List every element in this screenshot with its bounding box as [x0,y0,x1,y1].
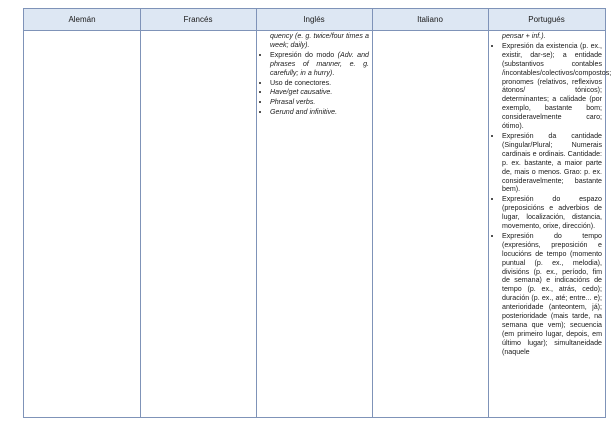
list-item: • Have/get causative. [270,88,369,97]
portugues-list [491,41,612,357]
header-ingles: Inglés [303,15,325,24]
table-header-row [24,9,605,31]
ingles-continuation: quency (e. g. twice/four times a week; daily). [270,32,369,49]
list-item: • Expresión da cantidade (Singular/Plural; Numerais cardinais e ordinais. Cantidade: p. ex. bastante, a maior parte de, mais o menos. Grao: p. ex. consideravelmente; bastante bem). [502,132,602,194]
header-frances: Francés [183,15,213,24]
column-divider [140,9,141,417]
list-item: • Expresión do tempo (expresións, preposición e locucións de tempo (momento puntual (p. ex., melodia), divisións (p. ex., período, fim de semana) e indicacións de tempo (p. ex., atrás, cedo); duración (p. ex., até; entre... e); anterioridade (anteontem, já); posterioridade (mais tarde, na semana que vem); secuencia (em primeiro lugar, depois, em último lugar); simultaneidade (naquele [502,232,602,357]
ingles-list [259,51,369,117]
header-aleman: Alemán [68,15,96,24]
list-item: • Uso de conectores. [270,79,369,88]
list-item: • Expresión do espazo (preposicións e adverbios de lugar, localización, distancia, movemento, orixe, dirección). [502,195,602,231]
column-divider [488,9,489,417]
list-item: • Expresión do modo (Adv. and phrases of manner, e. g. carefully; in a hurry). [270,51,369,78]
header-italiano: Italiano [417,15,443,24]
list-item: • Expresión da existencia (p. ex., existir, dar-se); a entidade (substantivos contables /incontables/colectivos/compostos; pronomes (relativos, reflexivos átonos/ tónicos); determinantes; a calidade (por exemplo, bastante bom; consideravelmente caro; ótimo). [502,42,602,131]
column-divider [372,9,373,417]
column-divider [256,9,257,417]
list-item: • Gerund and infinitive. [270,108,369,117]
ingles-column [259,32,369,118]
header-portugues: Portugués [528,15,565,24]
portugues-continuation: pensar + inf.). [502,32,546,40]
list-item: • Phrasal verbs. [270,98,369,107]
portugues-column [491,32,612,358]
content-table [23,8,612,418]
